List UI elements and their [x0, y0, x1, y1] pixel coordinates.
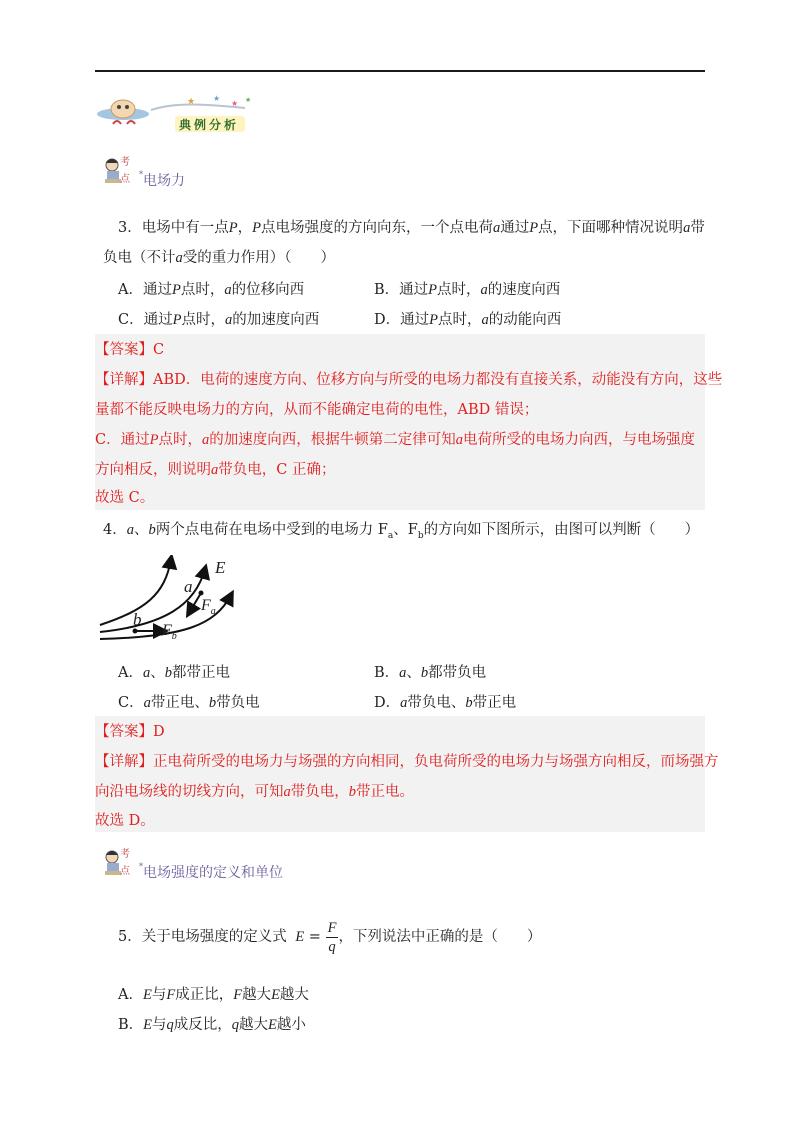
section-title-field-strength: *电场强度的定义和单位	[139, 862, 283, 881]
q3-stem-line-1: 3．电场中有一点P，P点电场强度的方向向东，一个点电荷a通过P点，下面哪种情况说明a带	[118, 220, 705, 236]
q3-option-c: C．通过P点时，a的加速度向西	[118, 312, 320, 328]
q3-option-d: D．通过P点时，a的动能向西	[374, 312, 562, 328]
q5-option-b: B．E与q成反比，q越大E越小	[118, 1017, 306, 1033]
q4-field-figure	[95, 555, 255, 650]
q4-detail-line-2: 向沿电场线的切线方向，可知a带负电，b带正电。	[95, 784, 414, 800]
banner-title: 典例分析	[179, 118, 240, 132]
fig-label-fa: $F_a$	[201, 597, 216, 618]
section-banner-logo	[95, 92, 275, 142]
q3-option-b: B．通过P点时，a的速度向西	[374, 282, 561, 298]
q4-answer: 【答案】D	[95, 724, 165, 740]
kaodian-char-1: 考	[120, 157, 130, 168]
kaodian-badge	[103, 153, 133, 187]
q4-detail-line-1: 【详解】正电荷所受的电场力与场强的方向相同，负电荷所受的电场力与场强方向相反，而场强方	[95, 754, 719, 770]
fig-label-e: E	[215, 558, 226, 577]
kaodian-char-2: 点	[120, 174, 130, 185]
q3-detail-line-4: 方向相反，则说明a带负电，C 正确；	[95, 462, 336, 478]
q3-detail-line-1: 【详解】ABD．电荷的速度方向、位移方向与所受的电场力都没有直接关系，动能没有方向，这些	[95, 372, 723, 388]
q4-option-a: A．a、b都带正电	[118, 665, 230, 681]
kaodian-char-1: 考	[120, 849, 130, 860]
q4-stem: 4．a、b两个点电荷在电场中受到的电场力 $F_a$、$F_b$的方向如下图所示，由图可以判断（ ）	[103, 522, 700, 541]
q3-answer: 【答案】C	[95, 342, 165, 358]
q3-detail-line-3: C．通过P点时，a的加速度向西，根据牛顿第二定律可知a电荷所受的电场力向西，与电场强度	[95, 432, 695, 448]
q3-answer-box	[95, 334, 705, 510]
q3-detail-line-2: 量都不能反映电场力的方向，从而不能确定电荷的电性，ABD 错误；	[95, 402, 539, 418]
q5-formula-fraction: $\frac{F}{q}$	[327, 919, 337, 955]
fig-label-a: a	[184, 577, 193, 596]
svg-text:★: ★	[213, 94, 221, 103]
q4-option-d: D．a带负电、b带正电	[374, 695, 517, 711]
kaodian-char-2: 点	[120, 866, 130, 877]
q3-stem-line-2: 负电（不计a受的重力作用）（ ）	[103, 250, 335, 266]
kaodian-badge-2	[103, 845, 133, 879]
q3-detail-line-5: 故选 C。	[95, 490, 155, 506]
svg-text:★: ★	[231, 99, 239, 108]
fig-label-fb: $F_b$	[162, 622, 177, 643]
q4-answer-box	[95, 716, 705, 832]
svg-text:★: ★	[245, 96, 252, 104]
q5-stem: 5．关于电场强度的定义式 E = $\frac{F}{q}$ ，下列说法中正确的是（ ）	[118, 919, 542, 955]
fig-label-b: b	[133, 610, 142, 629]
q5-option-a: A．E与F成正比，F越大E越大	[118, 987, 309, 1003]
header-rule	[95, 70, 705, 72]
q4-option-c: C．a带正电、b带负电	[118, 695, 260, 711]
q4-option-b: B．a、b都带负电	[374, 665, 487, 681]
q4-detail-line-3: 故选 D。	[95, 813, 155, 829]
svg-text:★: ★	[187, 97, 196, 107]
q3-option-a: A．通过P点时，a的位移向西	[118, 282, 305, 298]
section-title-electric-force: *电场力	[139, 170, 185, 189]
